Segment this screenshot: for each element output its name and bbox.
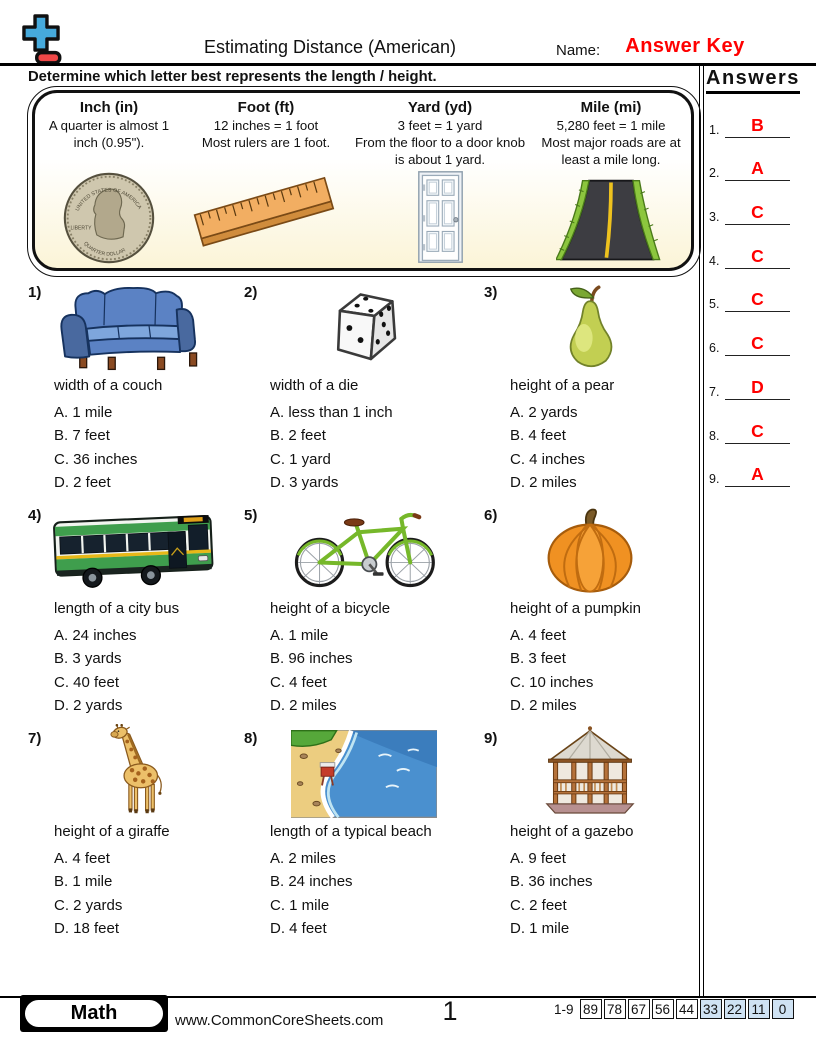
question-5 bbox=[244, 504, 484, 718]
ref-description: A quarter is almost 1 bbox=[48, 117, 170, 133]
answer-number: 4. bbox=[709, 253, 720, 268]
question-1 bbox=[28, 281, 244, 495]
road-image bbox=[531, 168, 691, 268]
question-options bbox=[270, 401, 484, 495]
question-options bbox=[510, 847, 696, 941]
answer-blank-line bbox=[725, 486, 790, 487]
option-a: A. 2 miles bbox=[270, 850, 336, 867]
score-cell: 78 bbox=[604, 999, 626, 1019]
question-caption: length of a city bus bbox=[54, 600, 180, 617]
ref-title: Yard (yd) bbox=[407, 99, 473, 116]
coin-text-left: LIBERTY bbox=[70, 225, 92, 232]
option-b: B. 7 feet bbox=[54, 427, 110, 445]
question-caption: height of a bicycle bbox=[270, 600, 391, 617]
answer-blank-line bbox=[725, 399, 790, 400]
option-c: C. 4 inches bbox=[510, 450, 586, 468]
beach-image bbox=[244, 727, 484, 818]
option-b: B. 3 feet bbox=[510, 650, 566, 668]
header-rule bbox=[0, 63, 816, 66]
option-a: A. 24 inches bbox=[54, 627, 137, 644]
option-c: C. 40 feet bbox=[54, 673, 120, 691]
ref-description: 5,280 feet = 1 mile bbox=[556, 117, 666, 133]
score-cell: 11 bbox=[748, 999, 770, 1019]
question-options bbox=[270, 847, 484, 941]
question-2 bbox=[244, 281, 484, 495]
question-number: 2) bbox=[244, 284, 258, 301]
question-options bbox=[270, 624, 484, 718]
answer-blank-line bbox=[725, 224, 790, 225]
pear-image bbox=[484, 281, 696, 372]
giraffe-image bbox=[28, 727, 244, 818]
question-caption: width of a couch bbox=[54, 377, 163, 394]
option-b: B. 2 feet bbox=[270, 427, 326, 445]
question-row bbox=[28, 281, 696, 495]
score-cell: 44 bbox=[676, 999, 698, 1019]
answer-number: 6. bbox=[709, 341, 720, 356]
answer-item bbox=[702, 271, 794, 315]
question-caption: height of a pear bbox=[510, 377, 615, 394]
answer-blank-line bbox=[725, 268, 790, 269]
answer-number: 3. bbox=[709, 210, 720, 225]
quarter-coin-image bbox=[35, 152, 183, 268]
answer-number: 8. bbox=[709, 428, 720, 443]
question-caption: width of a die bbox=[270, 377, 359, 394]
question-number: 7) bbox=[28, 730, 42, 747]
question-options bbox=[54, 401, 244, 495]
answers-list bbox=[702, 96, 794, 489]
option-b: B. 24 inches bbox=[270, 873, 353, 891]
answer-number: 2. bbox=[709, 166, 720, 181]
option-a: A. 1 mile bbox=[270, 627, 329, 644]
answer-item bbox=[702, 402, 794, 446]
answer-blank-line bbox=[725, 137, 790, 138]
score-table bbox=[554, 999, 794, 1019]
option-d: D. 2 miles bbox=[510, 474, 577, 492]
couch-image bbox=[28, 281, 244, 372]
option-c: C. 10 inches bbox=[510, 673, 594, 691]
city-bus-image bbox=[28, 504, 244, 595]
option-d: D. 2 yards bbox=[54, 697, 123, 715]
option-b: B. 36 inches bbox=[510, 873, 593, 891]
question-6 bbox=[484, 504, 696, 718]
option-b: B. 96 inches bbox=[270, 650, 353, 668]
bicycle-image bbox=[244, 504, 484, 595]
website-text: www.CommonCoreSheets.com bbox=[175, 1012, 384, 1029]
option-a: A. 2 yards bbox=[510, 404, 578, 421]
question-row bbox=[28, 504, 696, 718]
score-cell: 56 bbox=[652, 999, 674, 1019]
page-title: Estimating Distance (American) bbox=[203, 37, 457, 57]
ref-description: Most rulers are 1 foot. bbox=[201, 134, 331, 150]
ref-description: inch (0.95"). bbox=[73, 134, 145, 150]
question-options bbox=[510, 624, 696, 718]
answer-value: B bbox=[751, 114, 764, 135]
question-number: 9) bbox=[484, 730, 498, 747]
option-c: C. 36 inches bbox=[54, 450, 138, 468]
option-a: A. less than 1 inch bbox=[270, 404, 393, 421]
answer-value: A bbox=[751, 158, 764, 179]
door-image bbox=[349, 168, 531, 268]
question-caption: length of a typical beach bbox=[270, 823, 432, 840]
question-9 bbox=[484, 727, 696, 941]
ref-column-inch bbox=[35, 93, 183, 268]
coin-text-bottom: QUARTER DOLLAR bbox=[82, 240, 127, 258]
answer-number: 9. bbox=[709, 472, 720, 487]
die-image bbox=[244, 281, 484, 372]
answer-value: D bbox=[751, 376, 764, 397]
option-d: D. 2 feet bbox=[54, 474, 111, 492]
ref-description: Most major roads are at least a mile long. bbox=[541, 134, 681, 167]
ref-column-yard bbox=[349, 93, 531, 268]
ruler-image bbox=[183, 152, 349, 268]
question-number: 3) bbox=[484, 284, 498, 301]
ref-description: 3 feet = 1 yard bbox=[397, 117, 483, 133]
score-cell: 67 bbox=[628, 999, 650, 1019]
ref-description: From the floor to a door knob is about 1 yard. bbox=[354, 134, 526, 167]
answer-blank-line bbox=[725, 311, 790, 312]
option-c: C. 2 yards bbox=[54, 896, 123, 914]
question-7 bbox=[28, 727, 244, 941]
option-d: D. 2 miles bbox=[270, 697, 337, 715]
question-number: 5) bbox=[244, 507, 258, 524]
score-cell: 22 bbox=[724, 999, 746, 1019]
ref-title: Mile (mi) bbox=[580, 99, 642, 116]
score-cell: 33 bbox=[700, 999, 722, 1019]
answer-item bbox=[702, 227, 794, 271]
answer-blank-line bbox=[725, 180, 790, 181]
pumpkin-image bbox=[484, 504, 696, 595]
option-b: B. 1 mile bbox=[54, 873, 113, 891]
option-d: D. 4 feet bbox=[270, 920, 327, 938]
ref-title: Foot (ft) bbox=[237, 99, 295, 116]
option-a: A. 9 feet bbox=[510, 850, 566, 867]
option-c: C. 4 feet bbox=[270, 673, 327, 691]
ref-title: Inch (in) bbox=[79, 99, 139, 116]
question-number: 8) bbox=[244, 730, 258, 747]
ref-description: 12 inches = 1 foot bbox=[213, 117, 319, 133]
answer-number: 7. bbox=[709, 384, 720, 399]
score-cell: 0 bbox=[772, 999, 794, 1019]
subject-label: Math bbox=[25, 1000, 163, 1027]
answer-value: C bbox=[751, 202, 764, 223]
option-d: D. 3 yards bbox=[270, 474, 339, 492]
answer-item bbox=[702, 183, 794, 227]
answer-key-value: Answer Key bbox=[625, 35, 745, 57]
question-caption: height of a gazebo bbox=[510, 823, 634, 840]
option-b: B. 3 yards bbox=[54, 650, 122, 668]
option-b: B. 4 feet bbox=[510, 427, 566, 445]
name-label: Name: bbox=[556, 42, 601, 59]
answer-item bbox=[702, 96, 794, 140]
option-d: D. 18 feet bbox=[54, 920, 120, 938]
score-cell: 89 bbox=[580, 999, 602, 1019]
ref-column-foot bbox=[183, 93, 349, 268]
answer-item bbox=[702, 358, 794, 402]
answer-blank-line bbox=[725, 443, 790, 444]
answers-title: Answers bbox=[706, 67, 800, 94]
option-c: C. 1 mile bbox=[270, 896, 330, 914]
question-8 bbox=[244, 727, 484, 941]
option-c: C. 2 feet bbox=[510, 896, 567, 914]
ref-column-mile bbox=[531, 93, 691, 268]
answer-item bbox=[702, 446, 794, 490]
instruction-text: Determine which letter best represents the length / height. bbox=[28, 69, 437, 85]
option-d: D. 2 miles bbox=[510, 697, 577, 715]
answer-value: C bbox=[751, 245, 764, 266]
question-options bbox=[54, 847, 244, 941]
answer-value: C bbox=[751, 333, 764, 354]
question-row bbox=[28, 727, 696, 941]
subject-badge bbox=[20, 995, 168, 1032]
question-caption: height of a pumpkin bbox=[510, 600, 641, 617]
answer-blank-line bbox=[725, 355, 790, 356]
question-number: 1) bbox=[28, 284, 42, 301]
answer-item bbox=[702, 314, 794, 358]
answer-number: 1. bbox=[709, 122, 720, 137]
question-options bbox=[54, 624, 244, 718]
question-options bbox=[510, 401, 696, 495]
option-c: C. 1 yard bbox=[270, 450, 331, 468]
question-caption: height of a giraffe bbox=[54, 823, 170, 840]
option-a: A. 4 feet bbox=[510, 627, 566, 644]
question-4 bbox=[28, 504, 244, 718]
question-number: 6) bbox=[484, 507, 498, 524]
score-range-label: 1-9 bbox=[554, 1001, 574, 1017]
question-number: 4) bbox=[28, 507, 42, 524]
question-3 bbox=[484, 281, 696, 495]
coin-text-top: UNITED STATES OF AMERICA bbox=[74, 187, 143, 213]
option-a: A. 1 mile bbox=[54, 404, 113, 421]
answer-item bbox=[702, 140, 794, 184]
option-d: D. 1 mile bbox=[510, 920, 570, 938]
option-a: A. 4 feet bbox=[54, 850, 110, 867]
answer-value: C bbox=[751, 420, 764, 441]
gazebo-image bbox=[484, 727, 696, 818]
answer-value: C bbox=[751, 289, 764, 310]
answer-number: 5. bbox=[709, 297, 720, 312]
page-number: 1 bbox=[442, 996, 458, 1026]
answer-value: A bbox=[751, 464, 764, 485]
reference-box bbox=[32, 90, 694, 271]
